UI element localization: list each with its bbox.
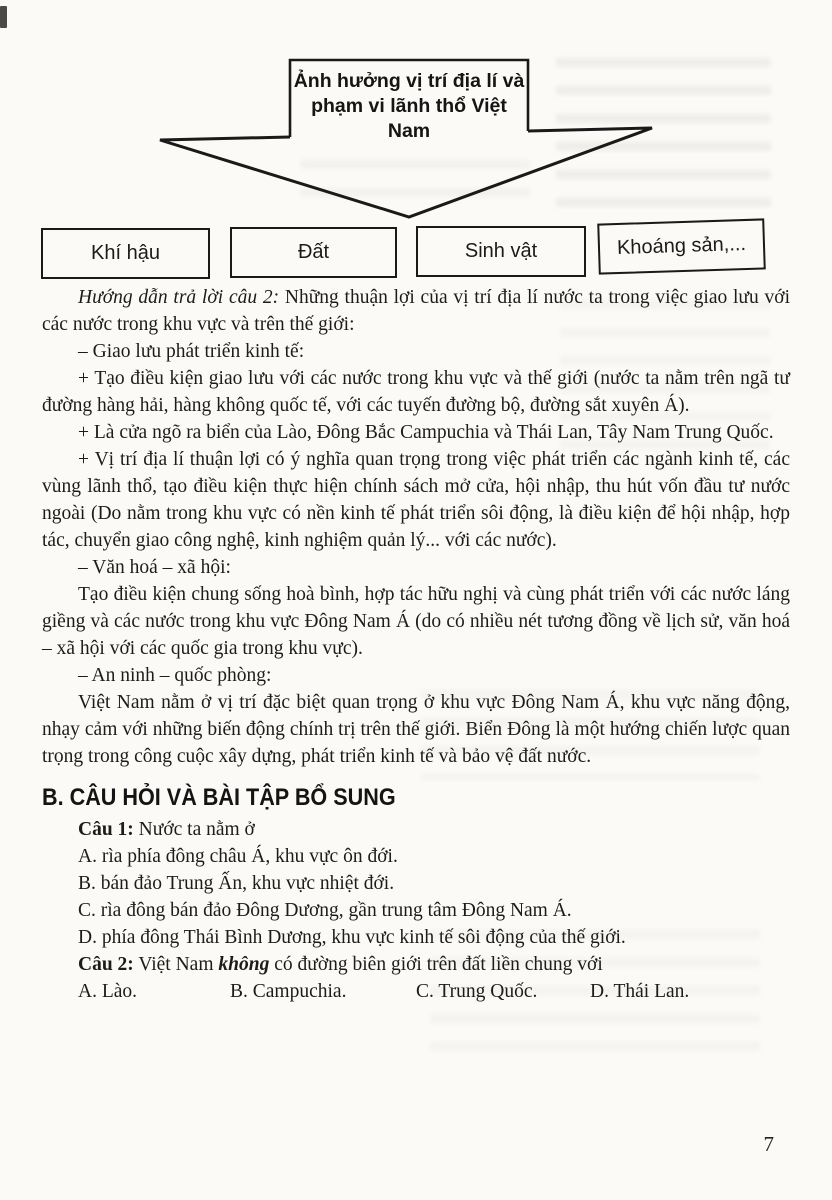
q1-option-b: B. bán đảo Trung Ấn, khu vực nhiệt đới.	[78, 873, 395, 894]
guide-paragraph: + Tạo điều kiện giao lưu với các nước trong khu vực và thế giới (nước ta nằm trên ngã tư đường hàng hải, hàng không quốc tế, với các tuyến đường bộ, đường sắt xuyên Á).	[42, 368, 790, 416]
q1-option-a: A. rìa phía đông châu Á, khu vực ôn đới.	[78, 846, 398, 867]
guide-lead-label: Hướng dẫn trả lời câu 2:	[78, 287, 280, 308]
diagram-effect-box-khoang-san: Khoáng sản,...	[597, 218, 766, 274]
page-number: 7	[763, 1132, 774, 1156]
guide-paragraph: + Vị trí địa lí thuận lợi có ý nghĩa quan trọng trong việc phát triển các ngành kinh tế, các vùng lãnh thổ, tạo điều kiện thực hiện chính sách mở cửa, hội nhập, thu hút vốn đầu tư nước ngoài (Do nằm trong khu vực có nền kinh tế phát triển sôi động, là điều kiện để hội nhập, hợp tác, chuyển giao công nghệ, kinh nghiệm quản lý... với các nước).	[42, 449, 790, 551]
question-2	[42, 951, 790, 978]
q1-option-c: C. rìa đông bán đảo Đông Dương, gần trung tâm Đông Nam Á.	[78, 900, 572, 921]
q2-options-row	[78, 978, 790, 1005]
q2-option-c: C. Trung Quốc.	[416, 981, 538, 1002]
guide-lead-text: Những thuận lợi của vị trí địa lí nước ta trong việc giao lưu với các nước trong khu vực và trên thế giới:	[42, 287, 790, 335]
question-2-label: Câu 2:	[78, 954, 134, 975]
question-2-emphasis: không	[218, 954, 270, 975]
q2-option-b: B. Campuchia.	[230, 981, 347, 1002]
diagram-effect-box-sinh-vat: Sinh vật	[416, 226, 586, 277]
guide-paragraph: Tạo điều kiện chung sống hoà bình, hợp tác hữu nghị và cùng phát triển với các nước láng giềng và các nước trong khu vực Đông Nam Á (do có nhiều nét tương đồng về lịch sử, văn hoá – xã hội với các quốc gia trong khu vực).	[42, 584, 790, 659]
guide-paragraph: – Giao lưu phát triển kinh tế:	[78, 341, 305, 362]
diagram-cause-box-label: Ảnh hưởng vị trí địa lí và phạm vi lãnh thổ Việt Nam	[293, 70, 525, 142]
body-text-column	[42, 284, 790, 1005]
question-1-text: Nước ta nằm ở	[133, 819, 255, 840]
diagram-effect-box-khi-hau: Khí hậu	[41, 228, 210, 279]
guide-paragraph: + Là cửa ngõ ra biển của Lào, Đông Bắc Campuchia và Thái Lan, Tây Nam Trung Quốc.	[78, 422, 774, 443]
influence-diagram	[0, 0, 832, 300]
question-2-text-pre: Việt Nam	[133, 954, 219, 975]
question-1-label: Câu 1:	[78, 819, 134, 840]
question-1	[42, 816, 790, 843]
guide-paragraph: – An ninh – quốc phòng:	[78, 665, 272, 686]
q1-option-d: D. phía đông Thái Bình Dương, khu vực kinh tế sôi động của thế giới.	[78, 927, 626, 948]
guide-lead-paragraph	[42, 284, 790, 338]
guide-paragraph: Việt Nam nằm ở vị trí đặc biệt quan trọng ở khu vực Đông Nam Á, khu vực năng động, nhạy cảm với những biến động chính trị trên thế giới. Biển Đông là một hướng chiến lược quan trọng trong công cuộc xây dựng, phát triển kinh tế và bảo vệ đất nước.	[42, 692, 790, 767]
section-b-heading: B. CÂU HỎI VÀ BÀI TẬP BỔ SUNG	[42, 784, 396, 811]
question-2-text-post: có đường biên giới trên đất liền chung với	[269, 954, 603, 975]
diagram-effect-box-dat: Đất	[230, 227, 397, 278]
q2-option-d: D. Thái Lan.	[590, 981, 690, 1002]
q2-option-a: A. Lào.	[78, 981, 138, 1002]
guide-paragraph: – Văn hoá – xã hội:	[78, 557, 231, 578]
